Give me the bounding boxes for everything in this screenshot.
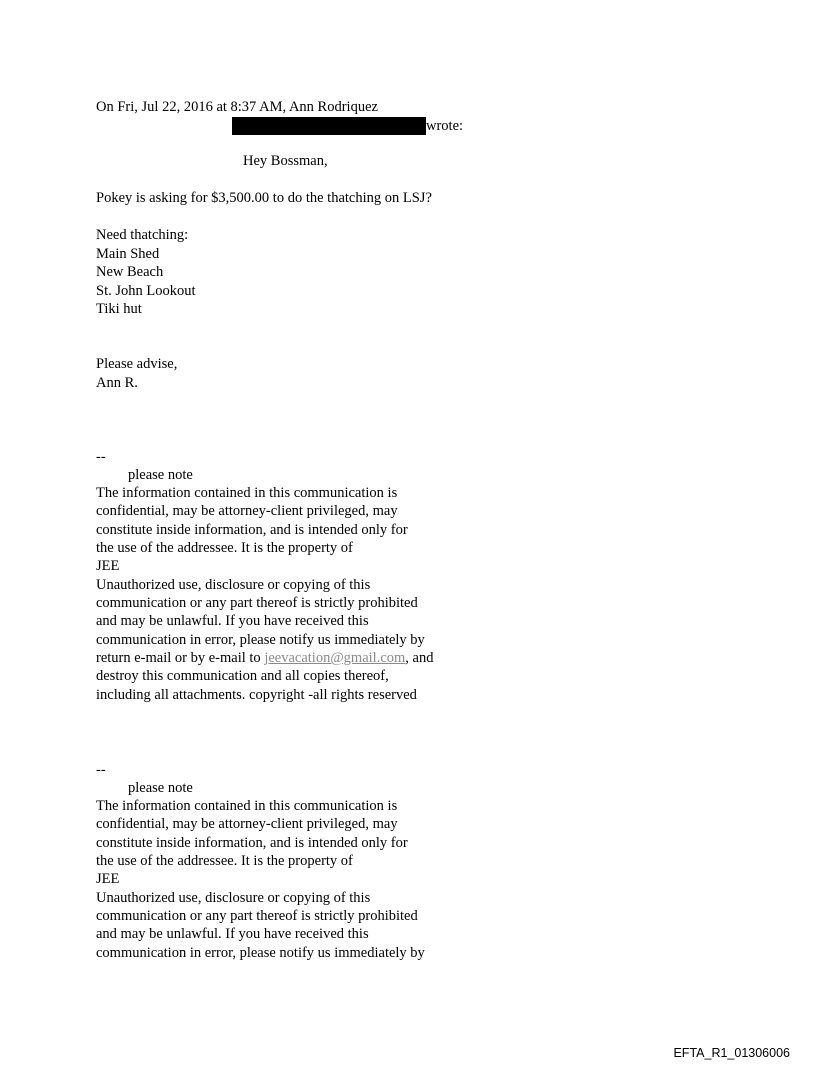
disclaimer-line: the use of the addressee. It is the property of xyxy=(96,540,353,556)
please-note: please note xyxy=(128,780,193,796)
list-item: Main Shed xyxy=(96,246,160,262)
disclaimer-line: the use of the addressee. It is the property of xyxy=(96,853,353,869)
list-item: New Beach xyxy=(96,264,164,280)
disclaimer-line: Unauthorized use, disclosure or copying of this xyxy=(96,890,371,906)
disclaimer-line: JEE xyxy=(96,558,120,574)
email-link[interactable]: jeevacation@gmail.com xyxy=(264,650,406,666)
disclaimer-line: communication in error, please notify us immediately by xyxy=(96,632,425,648)
disclaimer-line: communication in error, please notify us immediately by xyxy=(96,945,425,961)
email-prefix: return e-mail or by e-mail to xyxy=(96,650,265,666)
list-item: Tiki hut xyxy=(96,301,142,317)
document-id: EFTA_R1_01306006 xyxy=(673,1046,790,1060)
closing: Please advise, xyxy=(96,356,178,372)
please-note: please note xyxy=(128,467,193,483)
disclaimer-email-line xyxy=(96,649,433,667)
message-body: Pokey is asking for $3,500.00 to do the thatching on LSJ? xyxy=(96,190,432,206)
disclaimer-line: Unauthorized use, disclosure or copying of this xyxy=(96,577,371,593)
signature: Ann R. xyxy=(96,375,138,391)
greeting: Hey Bossman, xyxy=(243,153,328,169)
disclaimer-line: and may be unlawful. If you have received this xyxy=(96,613,369,629)
disclaimer-line: JEE xyxy=(96,871,120,887)
disclaimer-line: constitute inside information, and is intended only for xyxy=(96,835,408,851)
disclaimer-line: The information contained in this communication is xyxy=(96,485,398,501)
email-suffix: , and xyxy=(405,650,434,666)
disclaimer-line: confidential, may be attorney-client privileged, may xyxy=(96,503,398,519)
redaction-block xyxy=(232,117,426,135)
disclaimer-line: communication or any part thereof is strictly prohibited xyxy=(96,595,418,611)
disclaimer-line: The information contained in this communication is xyxy=(96,798,398,814)
email-header-wrote: wrote: xyxy=(426,118,464,134)
disclaimer-line: communication or any part thereof is strictly prohibited xyxy=(96,908,418,924)
disclaimer-line: including all attachments. copyright -all rights reserved xyxy=(96,687,417,703)
disclaimer-line: confidential, may be attorney-client privileged, may xyxy=(96,816,398,832)
disclaimer-line: and may be unlawful. If you have received this xyxy=(96,926,369,942)
email-header-line: On Fri, Jul 22, 2016 at 8:37 AM, Ann Rodriquez xyxy=(96,99,378,115)
signature-separator: -- xyxy=(96,449,106,465)
disclaimer-line: destroy this communication and all copies thereof, xyxy=(96,668,389,684)
need-thatching-label: Need thatching: xyxy=(96,227,189,243)
signature-separator: -- xyxy=(96,762,106,778)
disclaimer-line: constitute inside information, and is intended only for xyxy=(96,522,408,538)
list-item: St. John Lookout xyxy=(96,283,196,299)
